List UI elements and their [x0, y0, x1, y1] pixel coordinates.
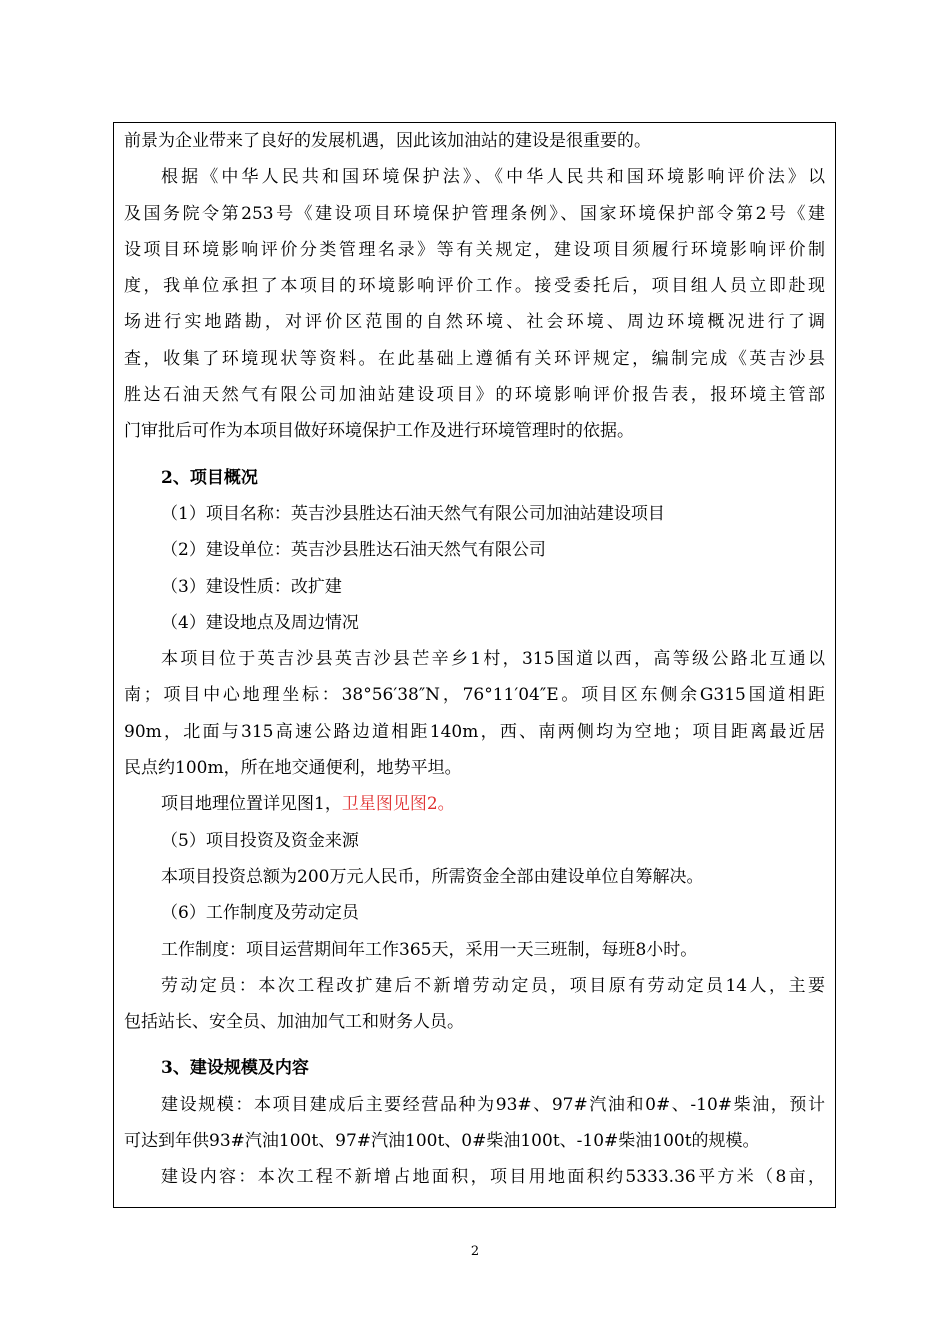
list-item: （6）工作制度及劳动定员 [161, 903, 359, 924]
section-heading-3: 3、建设规模及内容 [161, 1058, 309, 1079]
list-item: （5）项目投资及资金来源 [161, 830, 359, 851]
paragraph-line: 包括站长、安全员、加油加气工和财务人员。 [124, 1012, 464, 1033]
list-item: （2）建设单位：英吉沙县胜达石油天然气有限公司 [161, 540, 546, 561]
paragraph-line: 可达到年供93#汽油100t、97#汽油100t、0#柴油100t、-10#柴油100t的规模。 [124, 1131, 760, 1152]
paragraph-line: 劳动定员：本次工程改扩建后不新增劳动定员，项目原有劳动定员14人，主要 [161, 975, 825, 996]
paragraph-line: 南；项目中心地理坐标：38°56′38″N，76°11′04″E。项目区东侧余G315国道相距 [124, 685, 825, 706]
paragraph-line: 民点约100m，所在地交通便利，地势平坦。 [124, 758, 462, 779]
list-item: （4）建设地点及周边情况 [161, 612, 359, 633]
document-frame [113, 122, 836, 1208]
paragraph-line: 设项目环境影响评价分类管理名录》等有关规定，建设项目须履行环境影响评价制 [124, 239, 825, 260]
paragraph-line: 查，收集了环境现状等资料。在此基础上遵循有关环评规定，编制完成《英吉沙县 [124, 348, 825, 369]
paragraph-line: 根据《中华人民共和国环境保护法》、《中华人民共和国环境影响评价法》以 [161, 167, 825, 188]
list-item: （3）建设性质：改扩建 [161, 576, 342, 597]
satellite-reference-text: 卫星图见图2。 [341, 794, 455, 815]
paragraph-line: 及国务院令第253号《建设项目环境保护管理条例》、国家环境保护部令第2号《建 [124, 203, 825, 224]
document-body [124, 123, 825, 1196]
paragraph-line: 门审批后可作为本项目做好环境保护工作及进行环境管理时的依据。 [124, 421, 634, 442]
paragraph-line: 建设规模：本项目建成后主要经营品种为93#、97#汽油和0#、-10#柴油，预计 [161, 1094, 825, 1115]
spacer [124, 450, 825, 460]
section-heading-2: 2、项目概况 [161, 467, 258, 488]
map-reference-text: 项目地理位置详见图1， [161, 794, 342, 815]
paragraph-line: 90m，北面与315高速公路边道相距140m，西、南两侧均为空地；项目距离最近居 [124, 721, 825, 742]
paragraph-line: 胜达石油天然气有限公司加油站建设项目》的环境影响评价报告表，报环境主管部 [124, 385, 825, 406]
map-reference [124, 786, 825, 822]
paragraph-line: 场进行实地踏勘，对评价区范围的自然环境、社会环境、周边环境概况进行了调 [124, 312, 825, 333]
paragraph-line: 前景为企业带来了良好的发展机遇，因此该加油站的建设是很重要的。 [124, 131, 651, 151]
page-number: 2 [470, 1244, 480, 1259]
list-item: （1）项目名称：英吉沙县胜达石油天然气有限公司加油站建设项目 [161, 503, 665, 524]
paragraph-line: 工作制度：项目运营期间年工作365天，采用一天三班制，每班8小时。 [161, 939, 698, 960]
spacer [124, 1040, 825, 1050]
paragraph-line: 建设内容：本次工程不新增占地面积，项目用地面积约5333.36平方米（8亩， [161, 1167, 825, 1188]
paragraph-line: 本项目投资总额为200万元人民币，所需资金全部由建设单位自筹解决。 [161, 866, 704, 887]
paragraph-line: 度，我单位承担了本项目的环境影响评价工作。接受委托后，项目组人员立即赴现 [124, 276, 825, 297]
paragraph-line: 本项目位于英吉沙县英吉沙县芒辛乡1村，315国道以西，高等级公路北互通以 [161, 649, 825, 670]
